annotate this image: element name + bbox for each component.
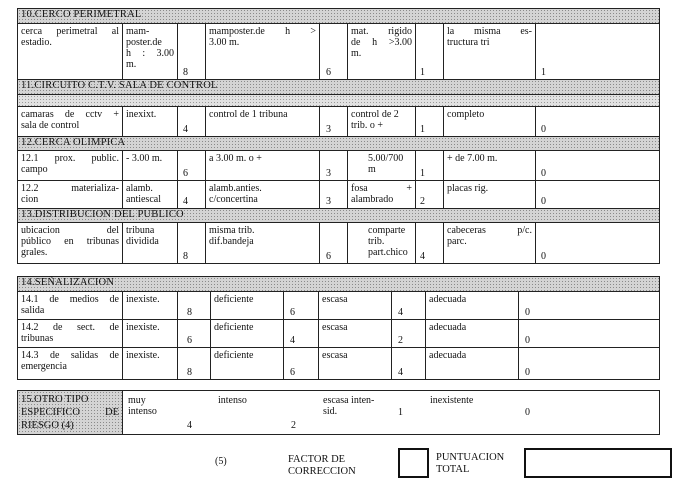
option-4: inexistente xyxy=(430,395,474,406)
score-4: 0 xyxy=(525,335,530,346)
section-10-title: 10.CERCO PERIMETRAL xyxy=(21,9,142,20)
option-2: deficiente xyxy=(211,292,284,319)
score-2: 3 xyxy=(320,151,348,180)
option-1: alamb. antiescal xyxy=(123,181,178,208)
option-3: mat. rigido de h >3.00 m. xyxy=(348,24,416,79)
score-3: 4 xyxy=(416,223,444,263)
section-13-header xyxy=(18,209,659,223)
option-3: escasa xyxy=(319,348,392,379)
option-3: control de 2 trib. o + xyxy=(348,107,416,136)
option-2: deficiente xyxy=(211,348,284,379)
option-4: + de 7.00 m. xyxy=(444,151,536,180)
score-2: 6 xyxy=(284,348,319,379)
section-14-row-2 xyxy=(18,320,659,348)
section-12-header xyxy=(18,137,659,151)
section-10-header xyxy=(18,9,659,24)
option-1: inexiste. xyxy=(123,320,178,347)
score-4: 0 xyxy=(525,407,530,418)
score-2: 4 xyxy=(284,320,319,347)
section-12-row-1 xyxy=(18,151,659,181)
option-3: 5.00/700 m xyxy=(348,151,416,180)
criterion-label: 14.3 de salidas de emergencia xyxy=(18,348,123,379)
option-2: control de 1 tribuna xyxy=(206,107,320,136)
section-13-row xyxy=(18,223,659,263)
section-15-title-2: ESPECIFICO DE xyxy=(21,407,119,418)
blank-cell xyxy=(561,151,661,180)
option-3: escasa xyxy=(319,320,392,347)
correction-factor-box[interactable] xyxy=(398,448,429,478)
section-11-spacer xyxy=(18,95,659,107)
score-3: 4 xyxy=(392,292,426,319)
section-14-title: 14.SEÑALIZACION xyxy=(21,277,115,288)
option-2: mamposter.de h > 3.00 m. xyxy=(206,24,320,79)
option-2: misma trib. dif.bandeja xyxy=(206,223,320,263)
option-2: deficiente xyxy=(211,320,284,347)
criterion-label: 14.1 de medios de salida xyxy=(18,292,123,319)
score-3: 2 xyxy=(392,320,426,347)
section-11-title: 11.CIRCUITO C.T.V. SALA DE CONTROL xyxy=(21,80,218,91)
total-score-label: PUNTUACION TOTAL xyxy=(436,452,505,475)
score-4: 0 xyxy=(541,196,546,207)
score-1: 8 xyxy=(178,292,211,319)
risk-table-main xyxy=(17,8,660,264)
section-10-row xyxy=(18,24,659,80)
score-4: 0 xyxy=(525,307,530,318)
score-4: 0 xyxy=(541,168,546,179)
option-1: mam- poster.de h : 3.00 m. xyxy=(123,24,178,79)
score-1: 6 xyxy=(178,151,206,180)
score-2: 2 xyxy=(291,420,296,431)
blank-cell xyxy=(561,24,661,79)
score-1: 8 xyxy=(178,24,206,79)
signage-table xyxy=(17,276,660,380)
score-1: 4 xyxy=(187,420,192,431)
section-12-row-2 xyxy=(18,181,659,209)
score-4: 1 xyxy=(541,67,546,78)
score-1: 4 xyxy=(178,181,206,208)
total-score-box[interactable] xyxy=(524,448,672,478)
score-2: 6 xyxy=(320,223,348,263)
score-3: 4 xyxy=(392,348,426,379)
option-1: inexiste. xyxy=(123,348,178,379)
option-2: alamb.anties. c/concertina xyxy=(206,181,320,208)
score-2: 3 xyxy=(320,181,348,208)
section-14-row-3 xyxy=(18,348,659,379)
score-4: 0 xyxy=(525,367,530,378)
score-1: 8 xyxy=(178,348,211,379)
option-4: la misma es- tructura tri xyxy=(444,24,536,79)
section-13-title: 13.DISTRIBUCION DEL PUBLICO xyxy=(21,209,184,220)
blank-cell xyxy=(561,223,661,263)
section-15-title-cell xyxy=(18,391,123,434)
option-1: - 3.00 m. xyxy=(123,151,178,180)
option-2: intenso xyxy=(218,395,247,406)
score-3: 1 xyxy=(398,407,403,418)
option-2: a 3.00 m. o + xyxy=(206,151,320,180)
score-3: 1 xyxy=(416,107,444,136)
other-risk-table xyxy=(17,390,660,435)
option-1: inexixt. xyxy=(123,107,178,136)
score-1: 6 xyxy=(178,320,211,347)
option-3: comparte trib. part.chico xyxy=(348,223,416,263)
option-4: adecuada xyxy=(426,348,519,379)
score-2: 6 xyxy=(284,292,319,319)
score-4: 0 xyxy=(541,124,546,135)
score-3: 2 xyxy=(416,181,444,208)
score-3: 1 xyxy=(416,151,444,180)
score-3: 1 xyxy=(416,24,444,79)
option-3: fosa + alambrado xyxy=(348,181,416,208)
score-1: 4 xyxy=(178,107,206,136)
section-15-title-1: 15.OTRO TIPO xyxy=(21,394,89,405)
score-2: 6 xyxy=(320,24,348,79)
option-4: adecuada xyxy=(426,320,519,347)
option-3: escasa inten- sid. xyxy=(323,395,375,417)
option-1: tribuna dividida xyxy=(123,223,178,263)
option-4: cabeceras p/c. parc. xyxy=(444,223,536,263)
criterion-label: 12.1 prox. public. campo xyxy=(18,151,123,180)
blank-cell xyxy=(561,181,661,208)
section-14-header xyxy=(18,277,659,292)
criterion-label: camaras de cctv + sala de control xyxy=(18,107,123,136)
option-1: inexiste. xyxy=(123,292,178,319)
footnote-marker: (5) xyxy=(215,456,227,467)
criterion-label: ubicacion del público en tribunas grales. xyxy=(18,223,123,263)
blank-cell xyxy=(561,107,661,136)
score-4: 0 xyxy=(541,251,546,262)
criterion-label: 12.2 materializa- cion xyxy=(18,181,123,208)
correction-factor-label: FACTOR DE CORRECCION xyxy=(288,454,356,477)
option-4: completo xyxy=(444,107,536,136)
section-11-row xyxy=(18,107,659,137)
score-2: 3 xyxy=(320,107,348,136)
option-4: adecuada xyxy=(426,292,519,319)
section-14-row-1 xyxy=(18,292,659,320)
option-3: escasa xyxy=(319,292,392,319)
section-12-title: 12.CERCA OLIMPICA xyxy=(21,137,126,148)
section-15-title-3: RIESGO (4) xyxy=(21,420,74,431)
criterion-label: cerca perimetral al estadio. xyxy=(18,24,123,79)
option-4: placas rig. xyxy=(444,181,536,208)
option-1: muy intenso xyxy=(128,395,157,417)
score-1: 8 xyxy=(178,223,206,263)
section-11-header xyxy=(18,80,659,95)
criterion-label: 14.2 de sect. de tribunas xyxy=(18,320,123,347)
